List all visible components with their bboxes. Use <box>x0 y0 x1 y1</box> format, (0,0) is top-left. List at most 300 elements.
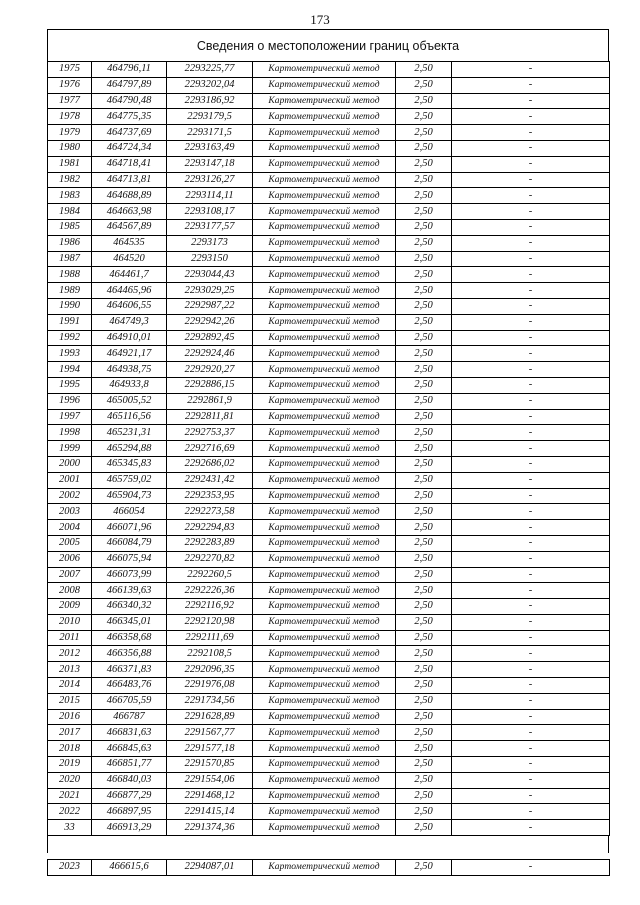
accuracy-cell: 2,50 <box>396 520 452 536</box>
point-number-cell: 2008 <box>48 583 92 599</box>
accuracy-cell: 2,50 <box>396 393 452 409</box>
accuracy-cell: 2,50 <box>396 283 452 299</box>
accuracy-cell: 2,50 <box>396 188 452 204</box>
table-row <box>48 219 610 235</box>
accuracy-cell: 2,50 <box>396 314 452 330</box>
point-number-cell: 2009 <box>48 599 92 615</box>
description-cell: - <box>452 441 610 457</box>
x-coordinate-cell: 466073,99 <box>92 567 167 583</box>
table-row <box>48 188 610 204</box>
x-coordinate-cell: 466483,76 <box>92 678 167 694</box>
table-row <box>48 140 610 156</box>
x-coordinate-cell: 466840,03 <box>92 772 167 788</box>
y-coordinate-cell: 2292924,46 <box>167 346 253 362</box>
x-coordinate-cell: 465231,31 <box>92 425 167 441</box>
description-cell: - <box>452 393 610 409</box>
accuracy-cell: 2,50 <box>396 456 452 472</box>
point-number-cell: 2018 <box>48 741 92 757</box>
y-coordinate-cell: 2291734,56 <box>167 693 253 709</box>
accuracy-cell: 2,50 <box>396 646 452 662</box>
y-coordinate-cell: 2291374,36 <box>167 820 253 836</box>
point-number-cell: 2023 <box>48 860 92 876</box>
x-coordinate-cell: 464796,11 <box>92 62 167 78</box>
point-number-cell: 1983 <box>48 188 92 204</box>
x-coordinate-cell: 464921,17 <box>92 346 167 362</box>
y-coordinate-cell: 2292920,27 <box>167 362 253 378</box>
method-cell: Картометрический метод <box>253 788 396 804</box>
method-cell: Картометрический метод <box>253 583 396 599</box>
table-row <box>48 662 610 678</box>
x-coordinate-cell: 466356,88 <box>92 646 167 662</box>
y-coordinate-cell: 2292942,26 <box>167 314 253 330</box>
description-cell: - <box>452 535 610 551</box>
y-coordinate-cell: 2292686,02 <box>167 456 253 472</box>
table-row <box>48 788 610 804</box>
accuracy-cell: 2,50 <box>396 741 452 757</box>
method-cell: Картометрический метод <box>253 93 396 109</box>
method-cell: Картометрический метод <box>253 567 396 583</box>
y-coordinate-cell: 2291415,14 <box>167 804 253 820</box>
description-cell: - <box>452 646 610 662</box>
method-cell: Картометрический метод <box>253 520 396 536</box>
table-row <box>48 630 610 646</box>
table-row <box>48 456 610 472</box>
method-cell: Картометрический метод <box>253 362 396 378</box>
table-row <box>48 93 610 109</box>
y-coordinate-cell: 2292716,69 <box>167 441 253 457</box>
table-row <box>48 520 610 536</box>
method-cell: Картометрический метод <box>253 757 396 773</box>
accuracy-cell: 2,50 <box>396 346 452 362</box>
description-cell: - <box>452 425 610 441</box>
method-cell: Картометрический метод <box>253 298 396 314</box>
point-number-cell: 2015 <box>48 693 92 709</box>
description-cell: - <box>452 488 610 504</box>
accuracy-cell: 2,50 <box>396 804 452 820</box>
table-row <box>48 377 610 393</box>
point-number-cell: 2006 <box>48 551 92 567</box>
table-row <box>48 757 610 773</box>
y-coordinate-cell: 2292260,5 <box>167 567 253 583</box>
description-cell: - <box>452 678 610 694</box>
x-coordinate-cell: 466071,96 <box>92 520 167 536</box>
accuracy-cell: 2,50 <box>396 441 452 457</box>
y-coordinate-cell: 2292753,37 <box>167 425 253 441</box>
method-cell: Картометрический метод <box>253 741 396 757</box>
table-row <box>48 614 610 630</box>
table-row <box>48 109 610 125</box>
table-row <box>48 409 610 425</box>
point-number-cell: 2022 <box>48 804 92 820</box>
table-row <box>48 125 610 141</box>
table-row <box>48 772 610 788</box>
x-coordinate-cell: 466340,32 <box>92 599 167 615</box>
table-row <box>48 330 610 346</box>
x-coordinate-cell: 466897,95 <box>92 804 167 820</box>
accuracy-cell: 2,50 <box>396 156 452 172</box>
y-coordinate-cell: 2294087,01 <box>167 860 253 876</box>
method-cell: Картометрический метод <box>253 725 396 741</box>
table-row <box>48 441 610 457</box>
description-cell: - <box>452 504 610 520</box>
table-row <box>48 362 610 378</box>
y-coordinate-cell: 2293163,49 <box>167 140 253 156</box>
point-number-cell: 1979 <box>48 125 92 141</box>
method-cell: Картометрический метод <box>253 156 396 172</box>
y-coordinate-cell: 2293225,77 <box>167 62 253 78</box>
y-coordinate-cell: 2293126,27 <box>167 172 253 188</box>
point-number-cell: 2010 <box>48 614 92 630</box>
method-cell: Картометрический метод <box>253 235 396 251</box>
method-cell: Картометрический метод <box>253 77 396 93</box>
table-row <box>48 298 610 314</box>
description-cell: - <box>452 599 610 615</box>
table-row <box>48 741 610 757</box>
y-coordinate-cell: 2293177,57 <box>167 219 253 235</box>
method-cell: Картометрический метод <box>253 330 396 346</box>
x-coordinate-cell: 465005,52 <box>92 393 167 409</box>
description-cell: - <box>452 377 610 393</box>
x-coordinate-cell: 465345,83 <box>92 456 167 472</box>
table-row <box>48 62 610 78</box>
x-coordinate-cell: 466054 <box>92 504 167 520</box>
accuracy-cell: 2,50 <box>396 125 452 141</box>
point-number-cell: 2005 <box>48 535 92 551</box>
y-coordinate-cell: 2292987,22 <box>167 298 253 314</box>
method-cell: Картометрический метод <box>253 314 396 330</box>
point-number-cell: 1992 <box>48 330 92 346</box>
y-coordinate-cell: 2293171,5 <box>167 125 253 141</box>
method-cell: Картометрический метод <box>253 441 396 457</box>
y-coordinate-cell: 2291468,12 <box>167 788 253 804</box>
description-cell: - <box>452 725 610 741</box>
table-row <box>48 535 610 551</box>
point-number-cell: 1987 <box>48 251 92 267</box>
x-coordinate-cell: 466787 <box>92 709 167 725</box>
point-number-cell: 1996 <box>48 393 92 409</box>
accuracy-cell: 2,50 <box>396 630 452 646</box>
y-coordinate-cell: 2292892,45 <box>167 330 253 346</box>
description-cell: - <box>452 709 610 725</box>
table-row <box>48 235 610 251</box>
method-cell: Картометрический метод <box>253 188 396 204</box>
table-row <box>48 472 610 488</box>
description-cell: - <box>452 757 610 773</box>
method-cell: Картометрический метод <box>253 693 396 709</box>
method-cell: Картометрический метод <box>253 472 396 488</box>
table-row <box>48 267 610 283</box>
method-cell: Картометрический метод <box>253 346 396 362</box>
x-coordinate-cell: 464938,75 <box>92 362 167 378</box>
method-cell: Картометрический метод <box>253 172 396 188</box>
y-coordinate-cell: 2292120,98 <box>167 614 253 630</box>
x-coordinate-cell: 464688,89 <box>92 188 167 204</box>
method-cell: Картометрический метод <box>253 62 396 78</box>
description-cell: - <box>452 330 610 346</box>
y-coordinate-cell: 2293029,25 <box>167 283 253 299</box>
accuracy-cell: 2,50 <box>396 678 452 694</box>
method-cell: Картометрический метод <box>253 614 396 630</box>
point-number-cell: 33 <box>48 820 92 836</box>
point-number-cell: 1984 <box>48 204 92 220</box>
accuracy-cell: 2,50 <box>396 251 452 267</box>
x-coordinate-cell: 466831,63 <box>92 725 167 741</box>
table-row <box>48 709 610 725</box>
table-row <box>48 393 610 409</box>
y-coordinate-cell: 2291976,08 <box>167 678 253 694</box>
point-number-cell: 2021 <box>48 788 92 804</box>
accuracy-cell: 2,50 <box>396 298 452 314</box>
method-cell: Картометрический метод <box>253 109 396 125</box>
description-cell: - <box>452 772 610 788</box>
description-cell: - <box>452 409 610 425</box>
accuracy-cell: 2,50 <box>396 488 452 504</box>
accuracy-cell: 2,50 <box>396 662 452 678</box>
description-cell: - <box>452 693 610 709</box>
accuracy-cell: 2,50 <box>396 109 452 125</box>
point-number-cell: 2004 <box>48 520 92 536</box>
table-row <box>48 583 610 599</box>
method-cell: Картометрический метод <box>253 630 396 646</box>
method-cell: Картометрический метод <box>253 504 396 520</box>
x-coordinate-cell: 466851,77 <box>92 757 167 773</box>
accuracy-cell: 2,50 <box>396 330 452 346</box>
x-coordinate-cell: 464910,01 <box>92 330 167 346</box>
accuracy-cell: 2,50 <box>396 409 452 425</box>
description-cell: - <box>452 567 610 583</box>
point-number-cell: 1995 <box>48 377 92 393</box>
accuracy-cell: 2,50 <box>396 725 452 741</box>
point-number-cell: 1997 <box>48 409 92 425</box>
description-cell: - <box>452 172 610 188</box>
x-coordinate-cell: 466877,29 <box>92 788 167 804</box>
method-cell: Картометрический метод <box>253 709 396 725</box>
description-cell: - <box>452 662 610 678</box>
point-number-cell: 1977 <box>48 93 92 109</box>
method-cell: Картометрический метод <box>253 377 396 393</box>
description-cell: - <box>452 630 610 646</box>
coordinates-table <box>47 61 610 836</box>
method-cell: Картометрический метод <box>253 599 396 615</box>
accuracy-cell: 2,50 <box>396 425 452 441</box>
method-cell: Картометрический метод <box>253 219 396 235</box>
accuracy-cell: 2,50 <box>396 693 452 709</box>
description-cell: - <box>452 140 610 156</box>
description-cell: - <box>452 156 610 172</box>
method-cell: Картометрический метод <box>253 535 396 551</box>
x-coordinate-cell: 465294,88 <box>92 441 167 457</box>
y-coordinate-cell: 2292273,58 <box>167 504 253 520</box>
accuracy-cell: 2,50 <box>396 172 452 188</box>
x-coordinate-cell: 464713,81 <box>92 172 167 188</box>
point-number-cell: 1989 <box>48 283 92 299</box>
x-coordinate-cell: 464775,35 <box>92 109 167 125</box>
table-row <box>48 820 610 836</box>
x-coordinate-cell: 465116,56 <box>92 409 167 425</box>
method-cell: Картометрический метод <box>253 283 396 299</box>
description-cell: - <box>452 804 610 820</box>
x-coordinate-cell: 464520 <box>92 251 167 267</box>
point-number-cell: 1976 <box>48 77 92 93</box>
table-row <box>48 551 610 567</box>
x-coordinate-cell: 466084,79 <box>92 535 167 551</box>
x-coordinate-cell: 466358,68 <box>92 630 167 646</box>
y-coordinate-cell: 2291554,06 <box>167 772 253 788</box>
x-coordinate-cell: 464663,98 <box>92 204 167 220</box>
point-number-cell: 2016 <box>48 709 92 725</box>
accuracy-cell: 2,50 <box>396 599 452 615</box>
table-row <box>48 77 610 93</box>
table-row <box>48 504 610 520</box>
point-number-cell: 2020 <box>48 772 92 788</box>
x-coordinate-cell: 464567,89 <box>92 219 167 235</box>
method-cell: Картометрический метод <box>253 425 396 441</box>
description-cell: - <box>452 346 610 362</box>
point-number-cell: 2007 <box>48 567 92 583</box>
x-coordinate-cell: 466371,83 <box>92 662 167 678</box>
accuracy-cell: 2,50 <box>396 567 452 583</box>
table-row <box>48 646 610 662</box>
point-number-cell: 2017 <box>48 725 92 741</box>
accuracy-cell: 2,50 <box>396 93 452 109</box>
description-cell: - <box>452 93 610 109</box>
description-cell: - <box>452 77 610 93</box>
x-coordinate-cell: 465904,73 <box>92 488 167 504</box>
x-coordinate-cell: 465759,02 <box>92 472 167 488</box>
point-number-cell: 1978 <box>48 109 92 125</box>
point-number-cell: 1991 <box>48 314 92 330</box>
description-cell: - <box>452 820 610 836</box>
description-cell: - <box>452 614 610 630</box>
y-coordinate-cell: 2293179,5 <box>167 109 253 125</box>
y-coordinate-cell: 2293114,11 <box>167 188 253 204</box>
table-row <box>48 283 610 299</box>
x-coordinate-cell: 464933,8 <box>92 377 167 393</box>
point-number-cell: 2002 <box>48 488 92 504</box>
y-coordinate-cell: 2293202,04 <box>167 77 253 93</box>
accuracy-cell: 2,50 <box>396 267 452 283</box>
point-number-cell: 2000 <box>48 456 92 472</box>
description-cell: - <box>452 520 610 536</box>
point-number-cell: 2001 <box>48 472 92 488</box>
point-number-cell: 1988 <box>48 267 92 283</box>
y-coordinate-cell: 2293147,18 <box>167 156 253 172</box>
y-coordinate-cell: 2293108,17 <box>167 204 253 220</box>
point-number-cell: 1998 <box>48 425 92 441</box>
x-coordinate-cell: 464724,34 <box>92 140 167 156</box>
method-cell: Картометрический метод <box>253 204 396 220</box>
method-cell: Картометрический метод <box>253 804 396 820</box>
accuracy-cell: 2,50 <box>396 140 452 156</box>
description-cell: - <box>452 204 610 220</box>
x-coordinate-cell: 464749,3 <box>92 314 167 330</box>
y-coordinate-cell: 2292353,95 <box>167 488 253 504</box>
y-coordinate-cell: 2292294,83 <box>167 520 253 536</box>
accuracy-cell: 2,50 <box>396 504 452 520</box>
method-cell: Картометрический метод <box>253 125 396 141</box>
x-coordinate-cell: 464465,96 <box>92 283 167 299</box>
description-cell: - <box>452 314 610 330</box>
y-coordinate-cell: 2292116,92 <box>167 599 253 615</box>
coordinates-table-body <box>48 62 610 836</box>
method-cell: Картометрический метод <box>253 551 396 567</box>
x-coordinate-cell: 466845,63 <box>92 741 167 757</box>
accuracy-cell: 2,50 <box>396 362 452 378</box>
point-number-cell: 2012 <box>48 646 92 662</box>
description-cell: - <box>452 125 610 141</box>
boundary-table-sheet <box>47 29 609 876</box>
y-coordinate-cell: 2292886,15 <box>167 377 253 393</box>
point-number-cell: 1985 <box>48 219 92 235</box>
method-cell: Картометрический метод <box>253 393 396 409</box>
extra-point-table <box>47 859 610 876</box>
description-cell: - <box>452 456 610 472</box>
point-number-cell: 1981 <box>48 156 92 172</box>
accuracy-cell: 2,50 <box>396 204 452 220</box>
description-cell: - <box>452 219 610 235</box>
method-cell: Картометрический метод <box>253 662 396 678</box>
table-row <box>48 346 610 362</box>
method-cell: Картометрический метод <box>253 251 396 267</box>
y-coordinate-cell: 2292226,36 <box>167 583 253 599</box>
table-row <box>48 678 610 694</box>
x-coordinate-cell: 464790,48 <box>92 93 167 109</box>
y-coordinate-cell: 2291628,89 <box>167 709 253 725</box>
accuracy-cell: 2,50 <box>396 219 452 235</box>
accuracy-cell: 2,50 <box>396 377 452 393</box>
description-cell: - <box>452 551 610 567</box>
method-cell: Картометрический метод <box>253 409 396 425</box>
y-coordinate-cell: 2293150 <box>167 251 253 267</box>
accuracy-cell: 2,50 <box>396 772 452 788</box>
table-row <box>48 599 610 615</box>
x-coordinate-cell: 464737,69 <box>92 125 167 141</box>
accuracy-cell: 2,50 <box>396 820 452 836</box>
table-row <box>48 567 610 583</box>
point-number-cell: 1990 <box>48 298 92 314</box>
accuracy-cell: 2,50 <box>396 860 452 876</box>
point-number-cell: 1993 <box>48 346 92 362</box>
x-coordinate-cell: 466075,94 <box>92 551 167 567</box>
point-number-cell: 2019 <box>48 757 92 773</box>
accuracy-cell: 2,50 <box>396 583 452 599</box>
description-cell: - <box>452 788 610 804</box>
x-coordinate-cell: 464535 <box>92 235 167 251</box>
method-cell: Картометрический метод <box>253 772 396 788</box>
point-number-cell: 1999 <box>48 441 92 457</box>
description-cell: - <box>452 472 610 488</box>
accuracy-cell: 2,50 <box>396 709 452 725</box>
x-coordinate-cell: 466345,01 <box>92 614 167 630</box>
y-coordinate-cell: 2291567,77 <box>167 725 253 741</box>
description-cell: - <box>452 62 610 78</box>
description-cell: - <box>452 860 610 876</box>
description-cell: - <box>452 362 610 378</box>
point-number-cell: 2011 <box>48 630 92 646</box>
description-cell: - <box>452 267 610 283</box>
y-coordinate-cell: 2292270,82 <box>167 551 253 567</box>
description-cell: - <box>452 188 610 204</box>
method-cell: Картометрический метод <box>253 820 396 836</box>
table-separator-gap <box>47 836 609 853</box>
accuracy-cell: 2,50 <box>396 757 452 773</box>
y-coordinate-cell: 2293044,43 <box>167 267 253 283</box>
page-number: 173 <box>310 12 330 27</box>
description-cell: - <box>452 283 610 299</box>
point-number-cell: 1975 <box>48 62 92 78</box>
table-row <box>48 314 610 330</box>
y-coordinate-cell: 2293186,92 <box>167 93 253 109</box>
